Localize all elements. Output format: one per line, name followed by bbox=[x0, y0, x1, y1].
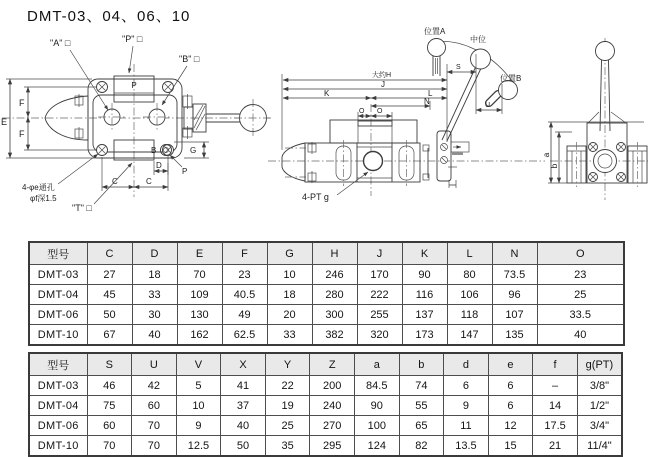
table-row bbox=[29, 265, 624, 285]
value-cell: 5 bbox=[176, 376, 221, 396]
value-cell: 55 bbox=[399, 396, 444, 416]
value-cell: 3/4" bbox=[577, 416, 622, 436]
dim-label-E: E bbox=[1, 117, 8, 127]
column-header: e bbox=[488, 353, 533, 376]
model-cell: DMT-03 bbox=[29, 265, 87, 285]
model-cell: DMT-10 bbox=[29, 436, 87, 457]
dim-label-b: b bbox=[550, 163, 559, 169]
dim-label-S: S bbox=[456, 64, 461, 71]
value-cell: 106 bbox=[447, 285, 492, 305]
column-header: Z bbox=[310, 353, 355, 376]
column-header: b bbox=[399, 353, 444, 376]
position-mid-label: 中位 bbox=[470, 35, 486, 44]
top-view bbox=[1, 34, 272, 213]
value-cell: 255 bbox=[357, 305, 402, 325]
value-cell: 20 bbox=[267, 305, 312, 325]
table-row bbox=[29, 396, 622, 416]
dim-label-J: J bbox=[381, 80, 385, 89]
dimensions-table-2 bbox=[28, 352, 623, 457]
value-cell: 49 bbox=[222, 305, 267, 325]
model-cell: DMT-10 bbox=[29, 325, 87, 346]
column-header: g(PT) bbox=[577, 353, 622, 376]
column-header: D bbox=[132, 242, 177, 265]
model-cell: DMT-06 bbox=[29, 416, 87, 436]
model-cell: DMT-03 bbox=[29, 376, 87, 396]
value-cell: 170 bbox=[357, 265, 402, 285]
column-header: 型号 bbox=[29, 242, 87, 265]
lever-position-mid bbox=[471, 49, 491, 69]
value-cell: 13.5 bbox=[444, 436, 489, 457]
value-cell: – bbox=[533, 376, 578, 396]
position-b-label: 位置B bbox=[500, 74, 522, 83]
value-cell: 3/8" bbox=[577, 376, 622, 396]
dim-label-K: K bbox=[324, 89, 330, 98]
position-a-label: 位置A bbox=[424, 27, 446, 36]
value-cell: 62.5 bbox=[222, 325, 267, 346]
value-cell: 240 bbox=[310, 396, 355, 416]
value-cell: 75 bbox=[87, 396, 132, 416]
value-cell: 33.5 bbox=[537, 305, 624, 325]
port-a-callout: "A" □ bbox=[50, 38, 71, 48]
value-cell: 12 bbox=[488, 416, 533, 436]
value-cell: 50 bbox=[87, 305, 132, 325]
end-cap-side bbox=[282, 143, 305, 181]
port-t-callout: "T" □ bbox=[72, 203, 92, 213]
value-cell: 33 bbox=[267, 325, 312, 346]
dim-label-D: D bbox=[156, 161, 162, 170]
value-cell: 90 bbox=[354, 396, 399, 416]
value-cell: 11 bbox=[444, 416, 489, 436]
value-cell: 70 bbox=[132, 416, 177, 436]
dim-label-O-left: O bbox=[359, 108, 365, 115]
value-cell: 40 bbox=[132, 325, 177, 346]
column-header: f bbox=[533, 353, 578, 376]
value-cell: 41 bbox=[221, 376, 266, 396]
value-cell: 67 bbox=[87, 325, 132, 346]
column-header: 型号 bbox=[29, 353, 87, 376]
port-b-callout: "B" □ bbox=[179, 54, 200, 64]
value-cell: 6 bbox=[444, 376, 489, 396]
model-cell: DMT-06 bbox=[29, 305, 87, 325]
dim-label-N: N bbox=[424, 97, 430, 106]
column-header: N bbox=[492, 242, 537, 265]
value-cell: 320 bbox=[357, 325, 402, 346]
table-header-row bbox=[29, 353, 622, 376]
lever-bracket bbox=[437, 131, 451, 181]
value-cell: 21 bbox=[533, 436, 578, 457]
value-cell: 280 bbox=[312, 285, 357, 305]
lever-position-a bbox=[428, 39, 446, 77]
value-cell: 37 bbox=[221, 396, 266, 416]
ports-note: 4-PT g bbox=[302, 192, 329, 202]
value-cell: 222 bbox=[357, 285, 402, 305]
value-cell: 270 bbox=[310, 416, 355, 436]
value-cell: 295 bbox=[310, 436, 355, 457]
value-cell: 22 bbox=[265, 376, 310, 396]
column-header: J bbox=[357, 242, 402, 265]
value-cell: 40.5 bbox=[222, 285, 267, 305]
value-cell: 84.5 bbox=[354, 376, 399, 396]
column-header: G bbox=[267, 242, 312, 265]
lever-position-b bbox=[489, 81, 518, 104]
value-cell: 90 bbox=[402, 265, 447, 285]
value-cell: 19 bbox=[265, 396, 310, 416]
column-header: Y bbox=[265, 353, 310, 376]
value-cell: 23 bbox=[222, 265, 267, 285]
dim-label-U: U bbox=[485, 102, 491, 109]
value-cell: 25 bbox=[537, 285, 624, 305]
column-header: F bbox=[222, 242, 267, 265]
table-row bbox=[29, 325, 624, 346]
value-cell: 18 bbox=[132, 265, 177, 285]
value-cell: 65 bbox=[399, 416, 444, 436]
value-cell: 35 bbox=[265, 436, 310, 457]
value-cell: 14 bbox=[533, 396, 578, 416]
upper-block bbox=[330, 120, 417, 143]
side-view bbox=[268, 26, 545, 202]
value-cell: 60 bbox=[132, 396, 177, 416]
value-cell: 300 bbox=[312, 305, 357, 325]
dim-label-C-left: C bbox=[112, 177, 118, 186]
value-cell: 118 bbox=[447, 305, 492, 325]
lever-clevis bbox=[594, 150, 617, 173]
column-header: a bbox=[354, 353, 399, 376]
column-header: S bbox=[87, 353, 132, 376]
value-cell: 82 bbox=[399, 436, 444, 457]
dim-label-a: a bbox=[542, 152, 551, 158]
dim-label-L: L bbox=[428, 89, 433, 98]
page-title: DMT-03、04、06、10 bbox=[27, 8, 191, 25]
value-cell: 25 bbox=[265, 416, 310, 436]
column-header: V bbox=[176, 353, 221, 376]
value-cell: 18 bbox=[267, 285, 312, 305]
value-cell: 46 bbox=[87, 376, 132, 396]
dim-label-F-upper: F bbox=[19, 98, 25, 108]
table-row bbox=[29, 305, 624, 325]
value-cell: 73.5 bbox=[492, 265, 537, 285]
model-cell: DMT-04 bbox=[29, 285, 87, 305]
holes-note-line1: 4-φe通孔 bbox=[22, 183, 55, 192]
value-cell: 74 bbox=[399, 376, 444, 396]
dim-label-C-right: C bbox=[146, 177, 152, 186]
lever-ball-end bbox=[596, 42, 615, 61]
value-cell: 27 bbox=[87, 265, 132, 285]
value-cell: 45 bbox=[87, 285, 132, 305]
dim-label-O-right: O bbox=[377, 108, 383, 115]
end-view bbox=[542, 38, 648, 200]
table-row bbox=[29, 436, 622, 457]
value-cell: 33 bbox=[132, 285, 177, 305]
value-cell: 200 bbox=[310, 376, 355, 396]
table-row bbox=[29, 376, 622, 396]
dim-label-F-lower: F bbox=[19, 129, 25, 139]
value-cell: 70 bbox=[132, 436, 177, 457]
value-cell: 147 bbox=[447, 325, 492, 346]
value-cell: 246 bbox=[312, 265, 357, 285]
name-plate bbox=[358, 121, 392, 126]
table-row bbox=[29, 285, 624, 305]
value-cell: 9 bbox=[176, 416, 221, 436]
dim-label-G: G bbox=[190, 146, 197, 155]
value-cell: 70 bbox=[87, 436, 132, 457]
value-cell: 10 bbox=[176, 396, 221, 416]
value-cell: 96 bbox=[492, 285, 537, 305]
port-p-callout: "P" □ bbox=[122, 34, 143, 44]
value-cell: 50 bbox=[221, 436, 266, 457]
dim-label-H: 大约H bbox=[372, 72, 392, 79]
column-header: O bbox=[537, 242, 624, 265]
value-cell: 10 bbox=[267, 265, 312, 285]
column-header: U bbox=[132, 353, 177, 376]
value-cell: 17.5 bbox=[533, 416, 578, 436]
value-cell: 124 bbox=[354, 436, 399, 457]
value-cell: 1/2" bbox=[577, 396, 622, 416]
value-cell: 23 bbox=[537, 265, 624, 285]
column-header: H bbox=[312, 242, 357, 265]
p-port-label: P bbox=[131, 81, 137, 90]
value-cell: 60 bbox=[87, 416, 132, 436]
dimensions-table-1 bbox=[28, 241, 625, 346]
value-cell: 107 bbox=[492, 305, 537, 325]
value-cell: 70 bbox=[177, 265, 222, 285]
value-cell: 109 bbox=[177, 285, 222, 305]
value-cell: 12.5 bbox=[176, 436, 221, 457]
column-header: K bbox=[402, 242, 447, 265]
model-cell: DMT-04 bbox=[29, 396, 87, 416]
b-mark: B bbox=[151, 146, 157, 155]
p-mark: P bbox=[182, 167, 188, 176]
value-cell: 40 bbox=[221, 416, 266, 436]
column-header: C bbox=[87, 242, 132, 265]
value-cell: 382 bbox=[312, 325, 357, 346]
column-header: L bbox=[447, 242, 492, 265]
value-cell: 42 bbox=[132, 376, 177, 396]
holes-note-line2: φf深1.5 bbox=[30, 194, 57, 203]
value-cell: 6 bbox=[488, 396, 533, 416]
value-cell: 137 bbox=[402, 305, 447, 325]
value-cell: 80 bbox=[447, 265, 492, 285]
port-circle-side bbox=[364, 152, 383, 171]
value-cell: 173 bbox=[402, 325, 447, 346]
value-cell: 135 bbox=[492, 325, 537, 346]
value-cell: 100 bbox=[354, 416, 399, 436]
value-cell: 9 bbox=[444, 396, 489, 416]
value-cell: 40 bbox=[537, 325, 624, 346]
table-header-row bbox=[29, 242, 624, 265]
value-cell: 116 bbox=[402, 285, 447, 305]
value-cell: 6 bbox=[488, 376, 533, 396]
value-cell: 162 bbox=[177, 325, 222, 346]
table-row bbox=[29, 416, 622, 436]
value-cell: 11/4" bbox=[577, 436, 622, 457]
value-cell: 30 bbox=[132, 305, 177, 325]
column-header: E bbox=[177, 242, 222, 265]
column-header: X bbox=[221, 353, 266, 376]
value-cell: 15 bbox=[488, 436, 533, 457]
value-cell: 130 bbox=[177, 305, 222, 325]
column-header: d bbox=[444, 353, 489, 376]
